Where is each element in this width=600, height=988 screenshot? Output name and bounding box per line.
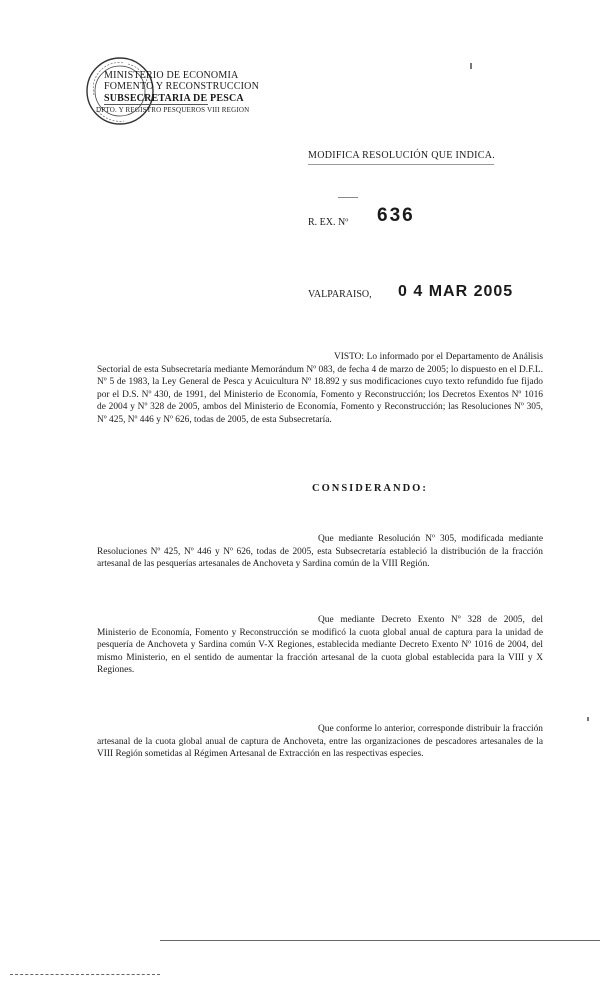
- considerando-heading: CONSIDERANDO:: [312, 483, 428, 494]
- date-stamp: 0 4 MAR 2005: [398, 283, 514, 300]
- scan-mark: [587, 717, 589, 721]
- bottom-dashed-line: [10, 974, 160, 975]
- scan-mark: [470, 63, 472, 69]
- resolution-label: R. EX. Nº: [308, 217, 349, 228]
- considerando-paragraph-2: Que mediante Decreto Exento Nº 328 de 2005, del Ministerio de Economía, Fomento y Reconstrucción se modificó la cuota global anual de captura para la unidad de pesquería de Anchoveta y Sardina común V-X Regiones, establecida mediante Decreto Exento Nº 1016 de 2004, del mismo Ministerio, en el sentido de aumentar la fracción artesanal de la cuota global establecida para la VIII y X Regiones.: [97, 615, 543, 676]
- header-subsecretaria: SUBSECRETARIA DE PESCA: [104, 93, 244, 104]
- considerando-paragraph-3: Que conforme lo anterior, corresponde distribuir la fracción artesanal de la cuota global anual de captura de Anchoveta, entre las organizaciones de pescadores artesanales de la VIII Región sometidas al Régimen Artesanal de Extracción en las respectivas especies.: [97, 724, 543, 760]
- header-ministry: MINISTERIO DE ECONOMIA: [104, 70, 239, 81]
- document-subject: MODIFICA RESOLUCIÓN QUE INDICA.: [308, 150, 496, 161]
- header-underline: [104, 104, 208, 105]
- considerando-paragraph-1: Que mediante Resolución Nº 305, modificada mediante Resoluciones Nº 425, Nº 446 y Nº 626, todas de 2005, esta Subsecretaría estableció la distribución de la fracción artesanal de las pesquerías artesanales de Anchoveta y Sardina común de la VIII Región.: [97, 534, 543, 570]
- header-department: DPTO. Y REGISTRO PESQUEROS VIII REGION: [96, 106, 250, 114]
- resolution-number: 636: [377, 205, 415, 226]
- visto-paragraph: VISTO: Lo informado por el Departamento de Análisis Sectorial de esta Subsecretaría mediante Memorándum Nº 083, de fecha 4 de marzo de 2005; lo dispuesto en el D.F.L. Nº 5 de 1983, la Ley General de Pesca y Acuicultura Nº 18.892 y sus modificaciones cuyo texto refundido fue fijado por el D.S. Nº 430, de 1991, del Ministerio de Economía, Fomento y Reconstrucción; los Decretos Exentos Nº 1016 de 2004 y Nº 328 de 2005, ambos del Ministerio de Economía, Fomento y Reconstrucción; las Resoluciones Nº 305, Nº 425, Nº 446 y Nº 626, todas de 2005, de esta Subsecretaría.: [97, 352, 543, 425]
- header-ministry-sub: FOMENTO Y RECONSTRUCCION: [104, 81, 260, 92]
- resolution-mark: [338, 197, 358, 198]
- subject-underline: [308, 164, 494, 165]
- bottom-scan-line: [160, 940, 600, 941]
- place-label: VALPARAISO,: [308, 289, 372, 300]
